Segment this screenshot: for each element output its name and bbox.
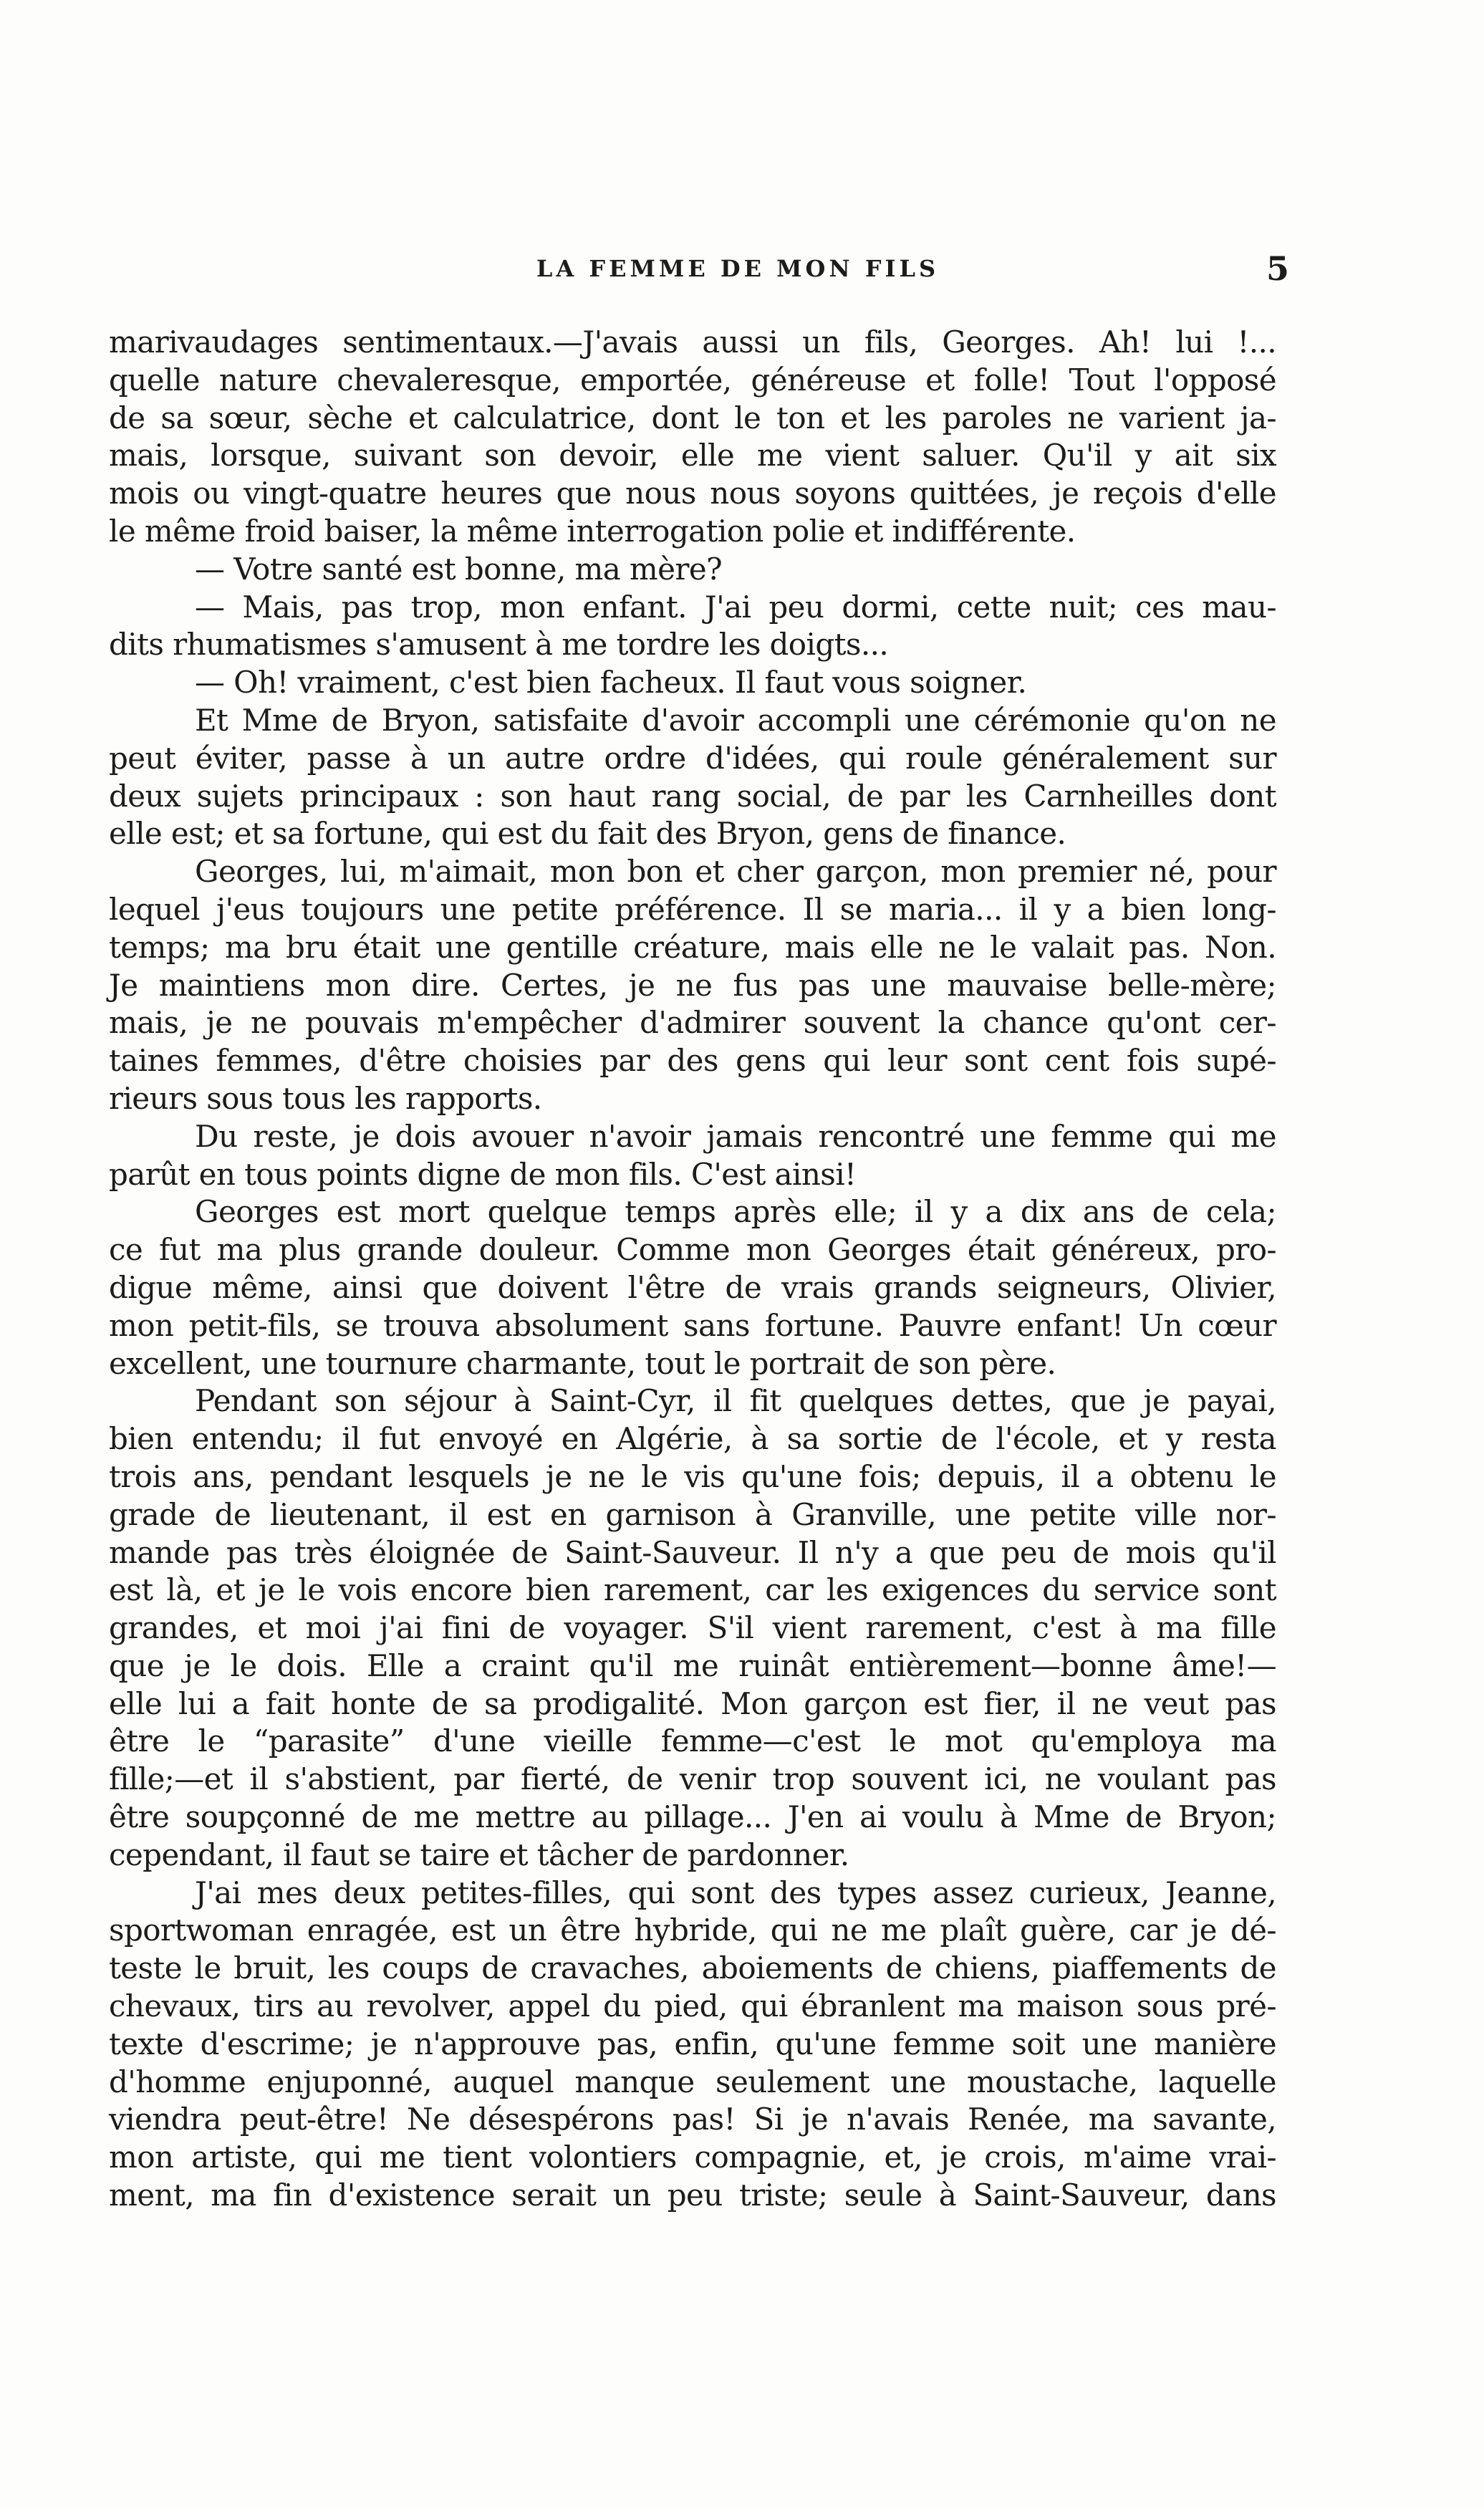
- text-line: ce fut ma plus grande douleur. Comme mon Georges était généreux, pro-: [109, 1232, 1276, 1268]
- text-line: mon petit-fils, se trouva absolument sans fortune. Pauvre enfant! Un cœur: [109, 1307, 1276, 1343]
- text-line: deux sujets principaux : son haut rang social, de par les Carnheilles dont: [109, 778, 1276, 814]
- text-line: chevaux, tirs au revolver, appel du pied, qui ébranlent ma maison sous pré-: [109, 1988, 1276, 2024]
- page-number: 5: [1266, 249, 1289, 288]
- text-line: J'ai mes deux petites-filles, qui sont des types assez curieux, Jeanne,: [195, 1875, 1276, 1910]
- text-line: — Votre santé est bonne, ma mère?: [195, 551, 723, 587]
- text-line: elle est; et sa fortune, qui est du fait des Bryon, gens de finance.: [109, 816, 1066, 852]
- text-line: de sa sœur, sèche et calculatrice, dont le ton et les paroles ne varient ja-: [109, 400, 1276, 436]
- running-title: LA FEMME DE MON FILS: [536, 255, 940, 282]
- text-line: mande pas très éloignée de Saint-Sauveur. Il n'y a que peu de mois qu'il: [109, 1534, 1276, 1570]
- page-header: [186, 249, 1289, 292]
- text-line: Et Mme de Bryon, satisfaite d'avoir accompli une cérémonie qu'on ne: [195, 702, 1276, 738]
- text-line: être le “parasite” d'une vieille femme—c'est le mot qu'employa ma: [109, 1723, 1276, 1759]
- text-line: temps; ma bru était une gentille créature, mais elle ne le valait pas. Non.: [109, 929, 1276, 965]
- text-line: le même froid baiser, la même interrogation polie et indifférente.: [109, 513, 1076, 549]
- body-text: [109, 324, 1276, 2215]
- text-line: grandes, et moi j'ai fini de voyager. S'il vient rarement, c'est à ma fille: [109, 1610, 1276, 1646]
- text-line: grade de lieutenant, il est en garnison à Granville, une petite ville nor-: [109, 1496, 1276, 1532]
- text-line: fille;—et il s'abstient, par fierté, de venir trop souvent ici, ne voulant pas: [109, 1761, 1276, 1797]
- text-line: dits rhumatismes s'amusent à me tordre les doigts...: [109, 627, 889, 663]
- text-line: sportwoman enragée, est un être hybride, qui ne me plaît guère, car je dé-: [109, 1912, 1276, 1948]
- text-line: bien entendu; il fut envoyé en Algérie, à sa sortie de l'école, et y resta: [109, 1421, 1276, 1457]
- text-line: que je le dois. Elle a craint qu'il me ruinât entièrement—bonne âme!—: [109, 1647, 1276, 1683]
- text-line: est là, et je le vois encore bien rarement, car les exigences du service sont: [109, 1572, 1276, 1608]
- text-line: elle lui a fait honte de sa prodigalité. Mon garçon est fier, il ne veut pas: [109, 1685, 1276, 1721]
- text-line: parût en tous points digne de mon fils. C'est ainsi!: [109, 1156, 857, 1192]
- text-line: viendra peut-être! Ne désespérons pas! Si je n'avais Renée, ma savante,: [109, 2102, 1276, 2137]
- text-line: Je maintiens mon dire. Certes, je ne fus pas une mauvaise belle-mère;: [109, 967, 1276, 1003]
- text-line: — Mais, pas trop, mon enfant. J'ai peu dormi, cette nuit; ces mau-: [195, 589, 1276, 625]
- text-line: taines femmes, d'être choisies par des gens qui leur sont cent fois supé-: [109, 1043, 1276, 1079]
- text-line: quelle nature chevaleresque, emportée, généreuse et folle! Tout l'opposé: [109, 362, 1276, 398]
- text-line: rieurs sous tous les rapports.: [109, 1080, 542, 1116]
- text-line: digue même, ainsi que doivent l'être de vrais grands seigneurs, Olivier,: [109, 1269, 1276, 1305]
- text-line: Pendant son séjour à Saint-Cyr, il fit quelques dettes, que je payai,: [195, 1383, 1276, 1419]
- text-line: mon artiste, qui me tient volontiers compagnie, et, je crois, m'aime vrai-: [109, 2140, 1276, 2175]
- text-line: Georges, lui, m'aimait, mon bon et cher garçon, mon premier né, pour: [195, 854, 1276, 890]
- text-line: peut éviter, passe à un autre ordre d'idées, qui roule généralement sur: [109, 740, 1276, 776]
- text-line: Georges est mort quelque temps après elle; il y a dix ans de cela;: [195, 1194, 1276, 1230]
- text-line: cependant, il faut se taire et tâcher de pardonner.: [109, 1837, 849, 1872]
- text-line: texte d'escrime; je n'approuve pas, enfin, qu'une femme soit une manière: [109, 2026, 1276, 2061]
- text-line: Du reste, je dois avouer n'avoir jamais rencontré une femme qui me: [195, 1118, 1276, 1154]
- text-line: — Oh! vraiment, c'est bien facheux. Il faut vous soigner.: [195, 665, 1027, 701]
- text-line: teste le bruit, les coups de cravaches, aboiements de chiens, piaffements de: [109, 1950, 1276, 1986]
- text-line: d'homme enjuponné, auquel manque seulement une moustache, laquelle: [109, 2064, 1276, 2099]
- text-line: mais, lorsque, suivant son devoir, elle me vient saluer. Qu'il y ait six: [109, 438, 1276, 473]
- text-line: trois ans, pendant lesquels je ne le vis qu'une fois; depuis, il a obtenu le: [109, 1458, 1276, 1494]
- text-line: marivaudages sentimentaux.—J'avais aussi un fils, Georges. Ah! lui !...: [109, 324, 1276, 360]
- text-line: être soupçonné de me mettre au pillage... J'en ai voulu à Mme de Bryon;: [109, 1799, 1276, 1835]
- text-line: mois ou vingt-quatre heures que nous nous soyons quittées, je reçois d'elle: [109, 476, 1276, 511]
- text-line: excellent, une tournure charmante, tout le portrait de son père.: [109, 1345, 1056, 1381]
- text-line: ment, ma fin d'existence serait un peu triste; seule à Saint-Sauveur, dans: [109, 2178, 1276, 2213]
- text-line: lequel j'eus toujours une petite préférence. Il se maria... il y a bien long-: [109, 891, 1276, 927]
- text-line: mais, je ne pouvais m'empêcher d'admirer souvent la chance qu'ont cer-: [109, 1005, 1276, 1041]
